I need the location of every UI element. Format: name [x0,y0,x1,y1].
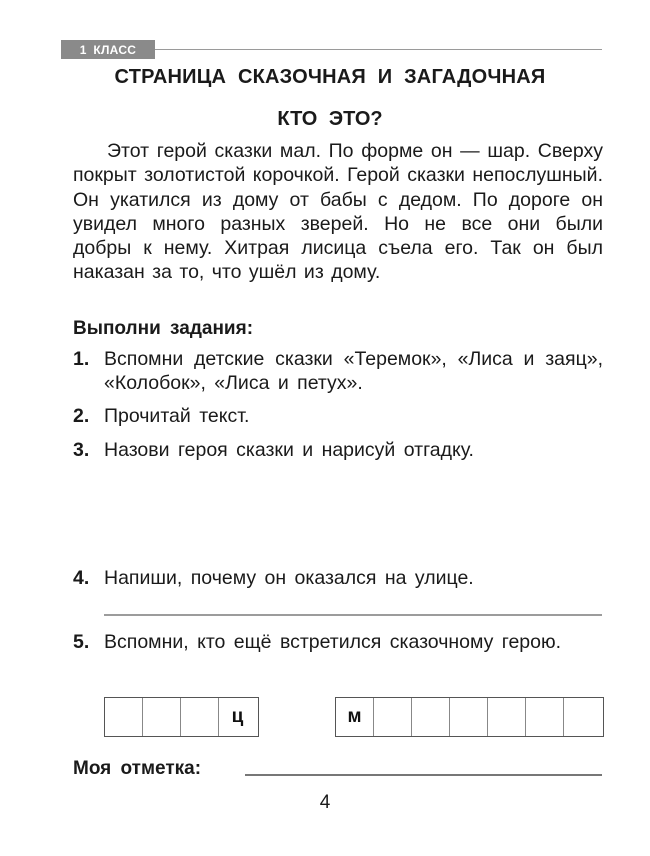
task-number: 2. [73,405,90,427]
grade-badge: 1 КЛАСС [61,40,155,59]
task-number: 5. [73,631,90,653]
header-rule [155,49,602,50]
task-item-2 [73,404,603,428]
task-number: 1. [73,348,90,370]
page-number: 4 [319,792,331,813]
task-item-1 [73,347,603,396]
letter-box[interactable] [181,698,219,736]
task-text: Вспомни детские сказки «Теремок», «Лиса и заяц», «Колобок», «Лиса и петух». [104,348,603,395]
my-mark-label: Моя отметка: [73,758,202,779]
letter-box[interactable] [526,698,564,736]
letter-box-group-1 [104,697,259,737]
task-item-3 [73,438,603,462]
letter-box[interactable] [143,698,181,736]
letter-box-group-2 [335,697,604,737]
task-item-5 [73,630,603,654]
letter-box[interactable] [105,698,143,736]
letter-box[interactable] [564,698,601,736]
task-text: Напиши, почему он оказался на улице. [104,567,474,589]
task-text: Прочитай текст. [104,405,250,427]
section-title: КТО ЭТО? [277,108,383,130]
page-title: СТРАНИЦА СКАЗОЧНАЯ И ЗАГАДОЧНАЯ [114,66,546,88]
task-text: Вспомни, кто ещё встретился сказочному герою. [104,631,562,653]
riddle-passage: Этот герой сказки мал. По форме он — шар. Сверху покрыт золотистой корочкой. Герой сказки непослушный. Он укатился из дому от бабы с дедом. По дороге он увидел много разных зверей. Но не все они были добры к нему. Хитрая лисица съела его. Так он был наказан за то, что ушёл из дому. [73,140,603,284]
mark-line[interactable] [245,774,602,776]
letter-box[interactable] [450,698,488,736]
letter-box[interactable]: ц [231,706,244,727]
task-item-4 [73,566,603,590]
letter-box[interactable]: м [336,698,374,736]
answer-line[interactable] [104,614,602,616]
letter-box[interactable] [412,698,450,736]
letter-box[interactable] [374,698,412,736]
task-number: 4. [73,567,90,589]
task-text: Назови героя сказки и нарисуй отгадку. [104,439,474,461]
task-number: 3. [73,439,90,461]
letter-box[interactable] [488,698,526,736]
tasks-heading: Выполни задания: [73,318,254,339]
